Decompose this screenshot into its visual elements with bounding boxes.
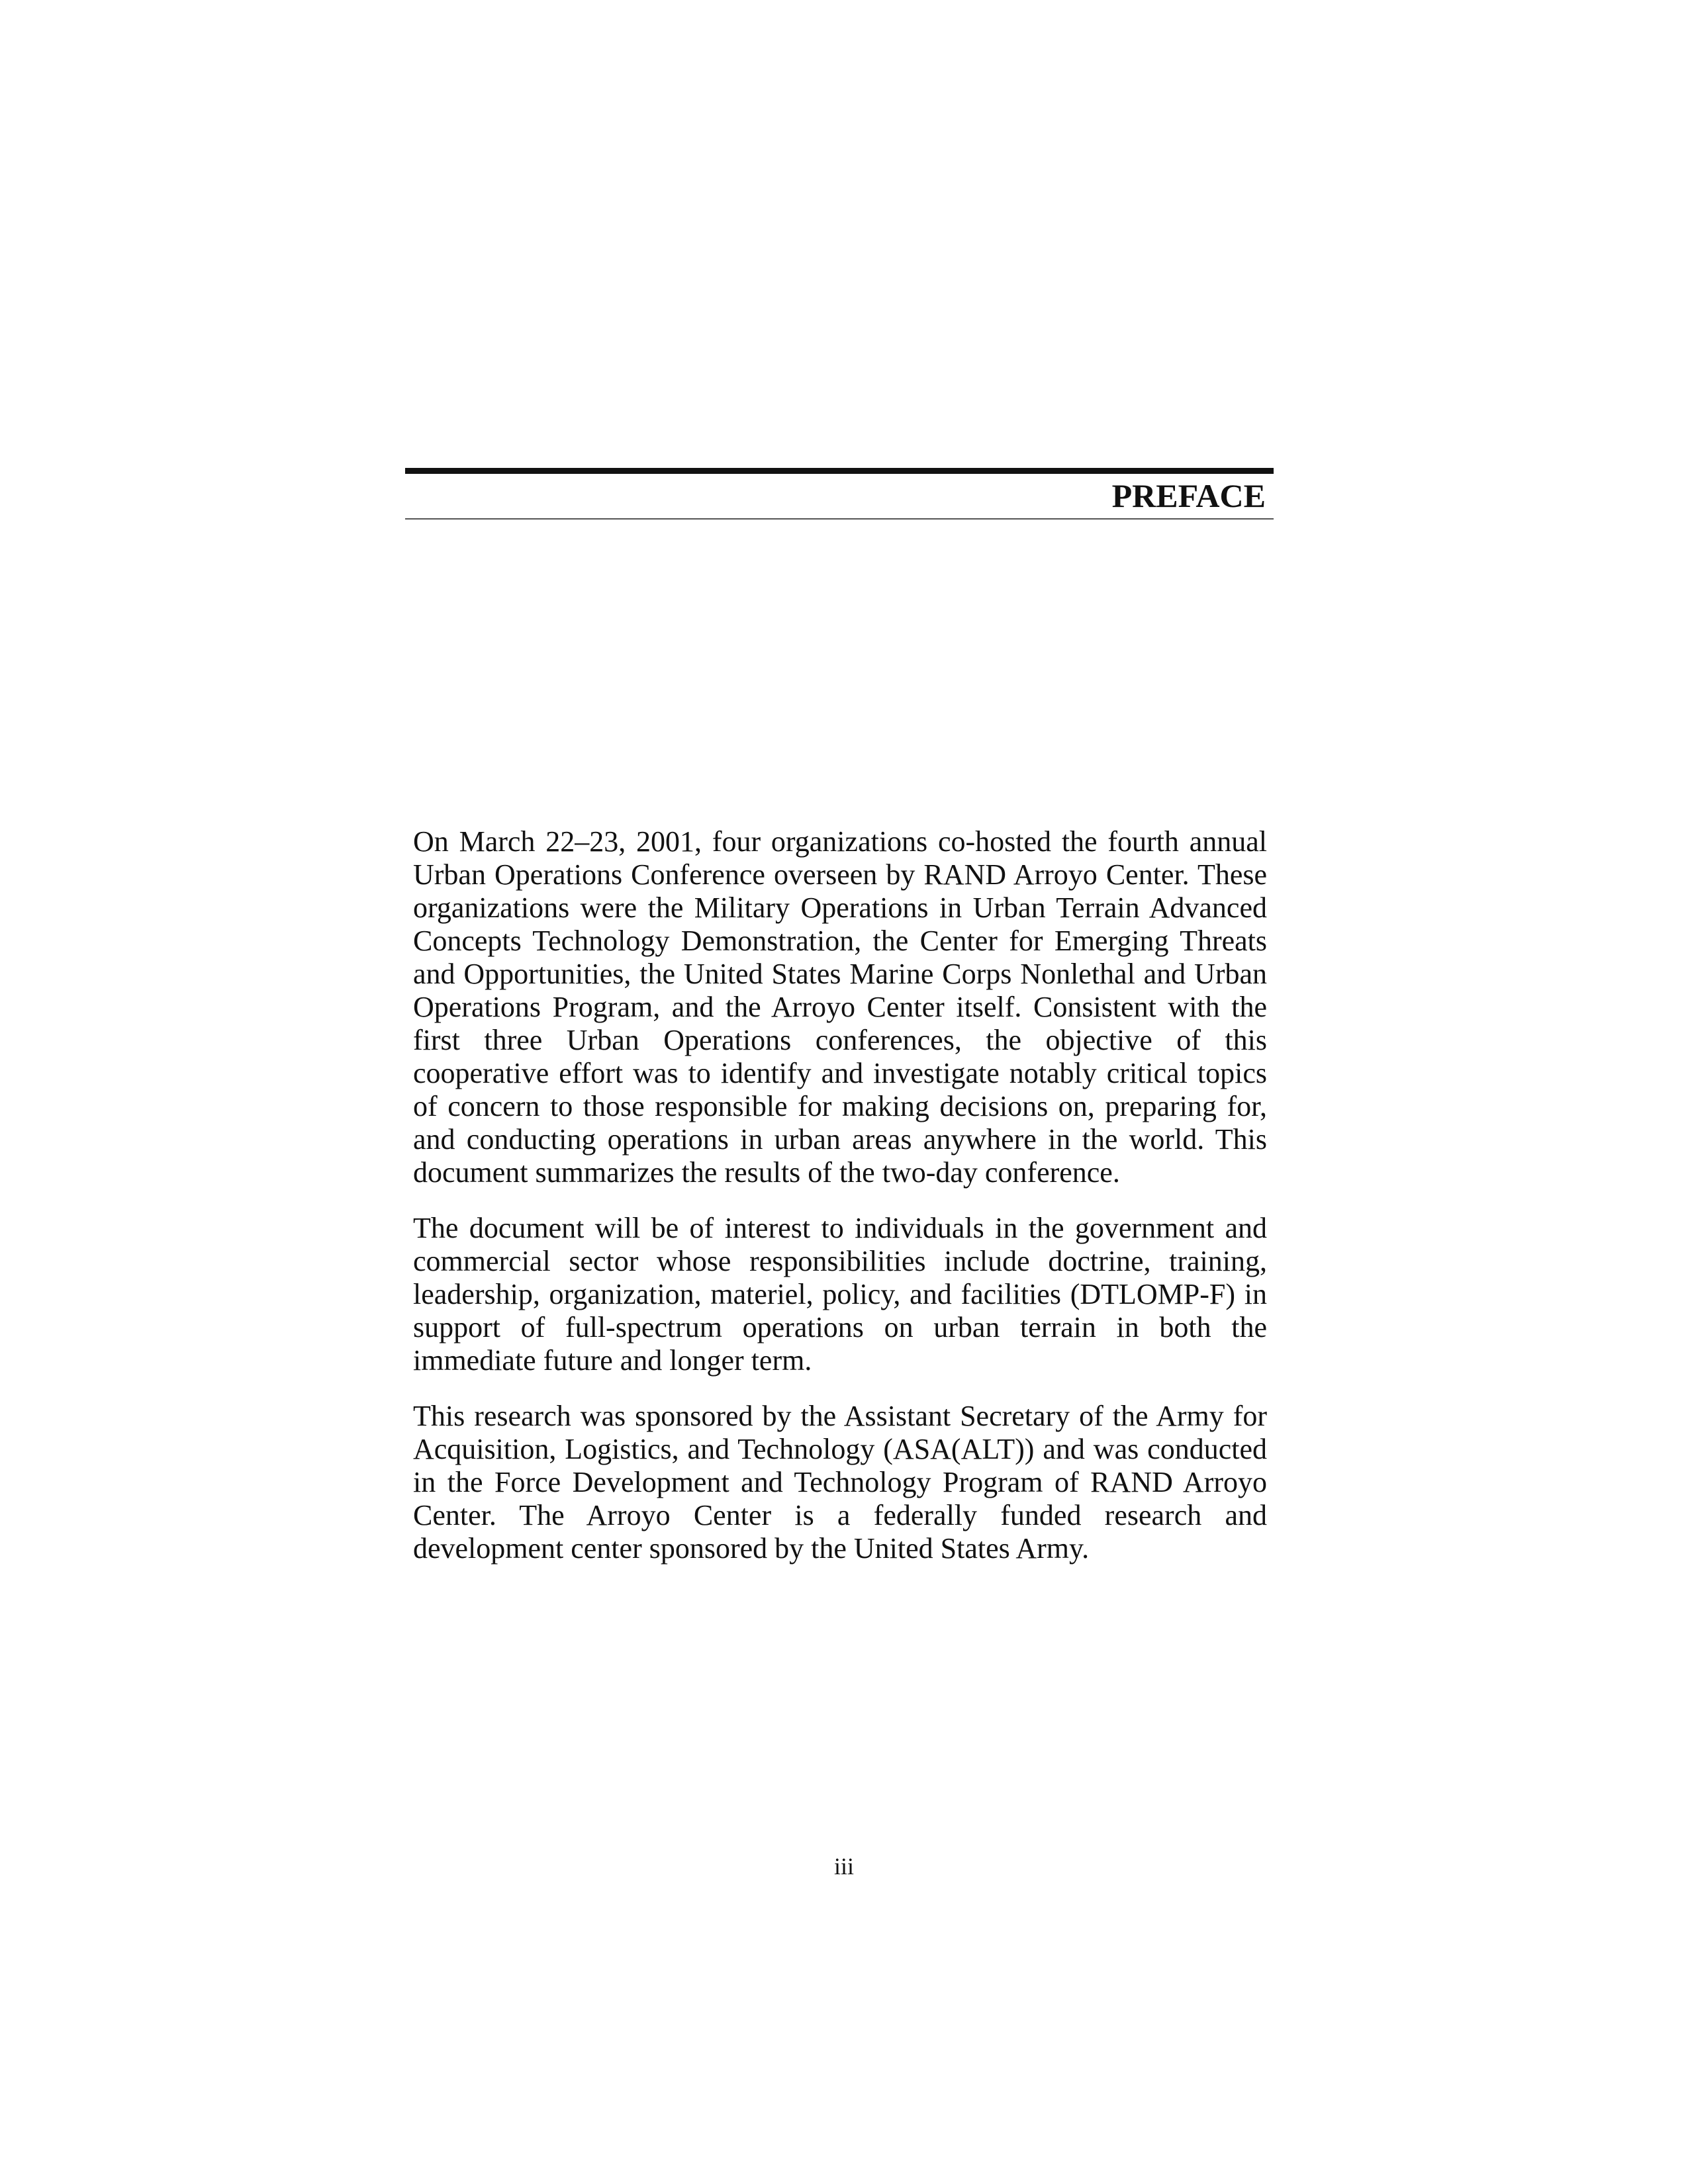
- paragraph: On March 22–23, 2001, four organizations co-hosted the fourth annual Urban Operations Conference overseen by RAND Arroyo Center. These organizations were the Military Operations in Urban Terrain Advanced Concepts Technology Demonstration, the Center for Emerging Threats and Opportunities, the United States Marine Corps Nonlethal and Urban Operations Program, and the Arroyo Center itself. Consistent with the first three Urban Operations conferences, the objective of this cooperative effort was to identify and investigate notably critical topics of concern to those responsible for making decisions on, preparing for, and conducting operations in urban areas anywhere in the world. This document summarizes the results of the two-day conference.: [413, 825, 1267, 1189]
- page-title: PREFACE: [1111, 477, 1266, 514]
- paragraph: This research was sponsored by the Assistant Secretary of the Army for Acquisition, Logistics, and Technology (ASA(ALT)) and was conducted in the Force Development and Technology Program of RAND Arroyo Center. The Arroyo Center is a federally funded research and development center sponsored by the United States Army.: [413, 1400, 1267, 1565]
- heading-bottom-rule: [405, 518, 1274, 520]
- paragraph: The document will be of interest to individuals in the government and commercial sector whose responsibilities include doctrine, training, leadership, organization, materiel, policy, and facilities (DTLOMP-F) in support of full-spectrum operations on urban terrain in both the immediate future and longer term.: [413, 1212, 1267, 1377]
- heading-top-rule: [405, 468, 1274, 474]
- body-text: [413, 825, 1267, 1588]
- page-number: iii: [833, 1853, 854, 1880]
